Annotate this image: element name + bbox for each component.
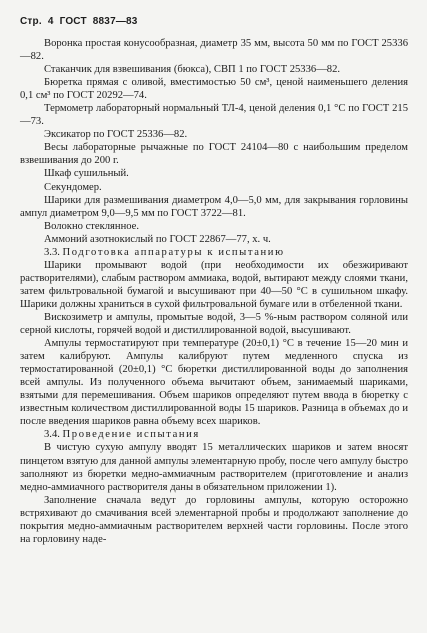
page-header (20, 16, 144, 27)
paragraph: Аммоний азотнокислый по ГОСТ 22867—77, х. ч. (44, 233, 271, 245)
page-number: 4 (47, 16, 54, 27)
paragraph: Воронка простая конусообразная, диаметр 35 мм, высота 50 мм по ГОСТ 25336—82. (20, 38, 408, 63)
paragraph: Шарики для размешивания диаметром 4,0—5,0 мм, для закрывания горловины ампул диаметром 9,0—9,5 мм по ГОСТ 3722—81. (20, 194, 408, 219)
document-body (20, 37, 408, 546)
section-number: 3.3. (44, 246, 60, 258)
paragraph: Секундомер. (44, 181, 102, 193)
paragraph: Термометр лабораторный нормальный ТЛ-4, ценой деления 0,1 °С по ГОСТ 215—73. (20, 103, 408, 128)
section-heading (20, 246, 408, 259)
section-title: Проведение испытания (62, 429, 200, 441)
paragraph: Волокно стеклянное. (44, 220, 140, 232)
section-number: 3.4. (44, 429, 60, 441)
paragraph: Бюретка прямая с оливой, вместимостью 50 см³, ценой наименьшего деления 0,1 см³ по ГОСТ 20292—74. (20, 77, 408, 102)
section-heading (20, 428, 408, 441)
paragraph: Шкаф сушильный. (44, 168, 129, 180)
standard-label: ГОСТ (59, 16, 87, 27)
page-label: Стр. (20, 16, 42, 27)
paragraph: Заполнение сначала ведут до горловины ампулы, которую осторожно встряхивают до смачивания всей элементарной пробы и продолжают заполнение до покрытия медно-аммиачным растворителем верхней части горловины. После этого на горловину наде- (20, 494, 408, 545)
paragraph: Ампулы термостатируют при температуре (20±0,1) °С в течение 15—20 мин и затем калибруют. Ампулы калибруют путем медленного спуска из термостатированной (20±0,1) °С бюретки дистиллированной воды до заполнения всей ампулы. Из полученного объема вычитают объем, занимаемый шариками, взятыми для перемешивания. Объем шариков определяют путем ввода в бюретку с известным количеством дистиллированной воды 15 шариков. Разница в объемах до и после введения шариков равна объему всех шариков. (20, 338, 408, 428)
paragraph: Весы лабораторные рычажные по ГОСТ 24104—80 с наибольшим пределом взвешивания до 200 г. (20, 142, 408, 167)
paragraph: Шарики промывают водой (при необходимости их обезжиривают растворителями), слабым раствором аммиака, водой, вытирают между слоями ткани, затем фильтровальной бумагой и высушивают при 40—50 °С в сушильном шкафу. Шарики должны храниться в сухой фильтровальной бумаге или в отбеленной ткани. (20, 259, 408, 310)
standard-number: 8837—83 (92, 16, 138, 27)
paragraph: Эксикатор по ГОСТ 25336—82. (44, 129, 188, 141)
paragraph: Вискозиметр и ампулы, промытые водой, 3—5 %-ным раствором соляной или серной кислоты, горячей водой и дистиллированной водой, высушивают. (20, 311, 408, 337)
section-title: Подготовка аппаратуры к испытанию (62, 246, 285, 258)
paragraph: В чистую сухую ампулу вводят 15 металлических шариков и затем вносят пинцетом взятую для данной ампулы элементарную пробу, после чего ампулу быстро заполняют из бюретки медно-аммиачным растворителем (приготовление и анализ медно-аммиачного растворителя даны в обязательном приложении 1). (20, 442, 408, 493)
paragraph: Стаканчик для взвешивания (бюкса), СВП 1 по ГОСТ 25336—82. (44, 64, 341, 76)
